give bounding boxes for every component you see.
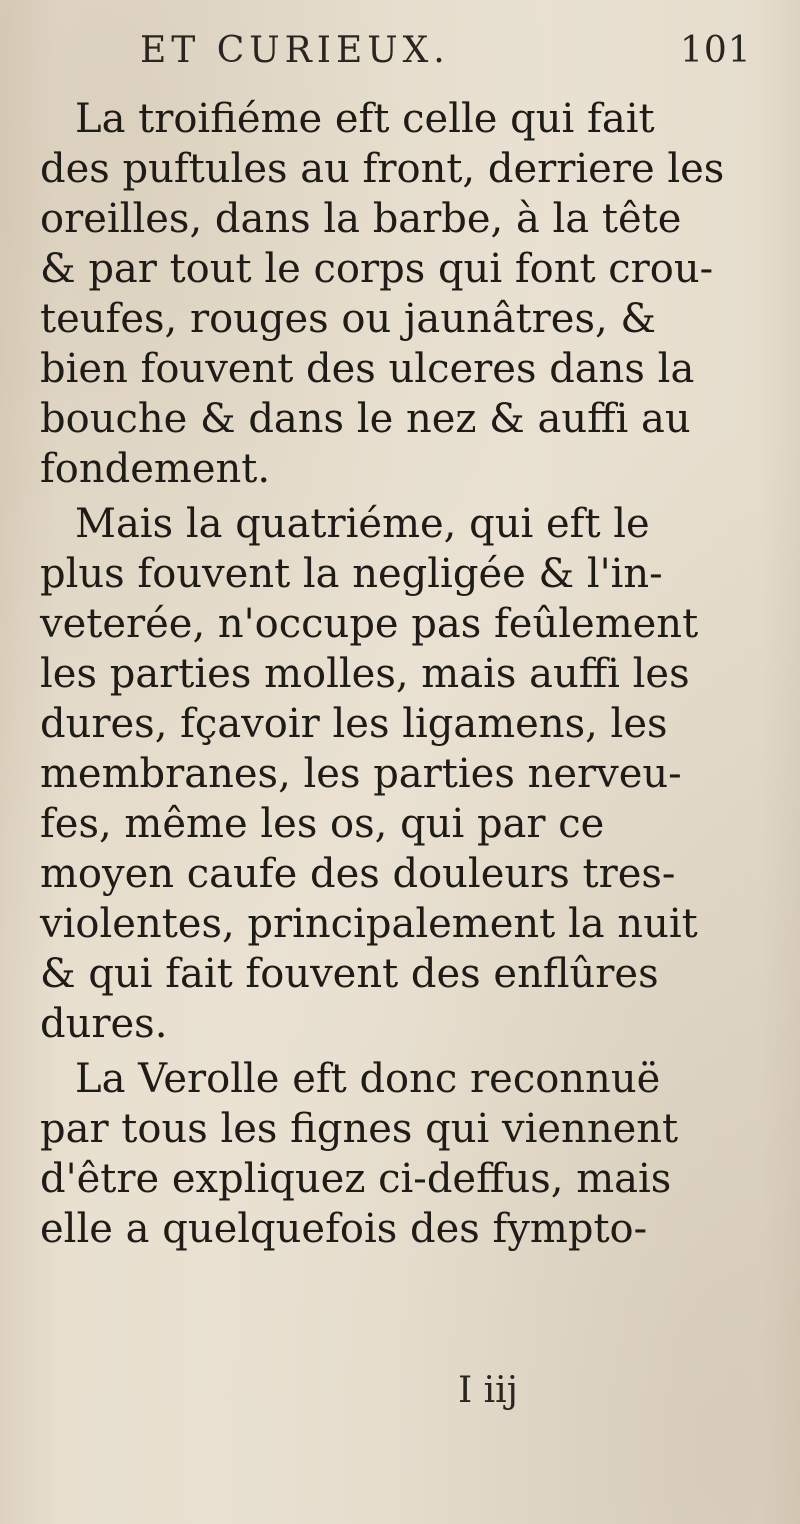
text-line: dures. [40, 1001, 168, 1047]
page-header [0, 30, 800, 80]
text-line: des puftules au front, derriere les [40, 146, 725, 192]
text-line: oreilles, dans la barbe, à la tête [40, 196, 682, 242]
text-line: dures, fçavoir les ligamens, les [40, 701, 668, 747]
text-line: veterée, n'occupe pas feûlement [40, 601, 699, 647]
text-line: bien fouvent des ulceres dans la [40, 346, 695, 392]
text-line: moyen caufe des douleurs tres- [40, 851, 676, 897]
text-line: & par tout le corps qui font crou- [40, 246, 714, 292]
text-line: violentes, principalement la nuit [40, 901, 698, 947]
text-line: Mais la quatriéme, qui eft le [75, 501, 650, 547]
text-line: par tous les fignes qui viennent [40, 1106, 679, 1152]
text-line: teufes, rouges ou jaunâtres, & [40, 296, 657, 342]
text-line: bouche & dans le nez & auffi au [40, 396, 691, 442]
signature-mark: I iij [458, 1370, 518, 1411]
text-line: La Verolle eft donc reconnuë [75, 1056, 661, 1102]
text-line: plus fouvent la negligée & l'in- [40, 551, 663, 597]
text-line: elle a quelquefois des fympto- [40, 1206, 648, 1252]
text-line: fondement. [40, 446, 271, 492]
text-line: La troifiéme eft celle qui fait [75, 96, 655, 142]
text-line: les parties molles, mais auffi les [40, 651, 690, 697]
page-number: 101 [680, 30, 752, 71]
text-line: d'être expliquez ci-deffus, mais [40, 1156, 672, 1202]
text-line: fes, même les os, qui par ce [40, 801, 605, 847]
text-line: & qui fait fouvent des enflûres [40, 951, 659, 997]
running-head: ET CURIEUX. [140, 30, 450, 71]
text-line: membranes, les parties nerveu- [40, 751, 682, 797]
